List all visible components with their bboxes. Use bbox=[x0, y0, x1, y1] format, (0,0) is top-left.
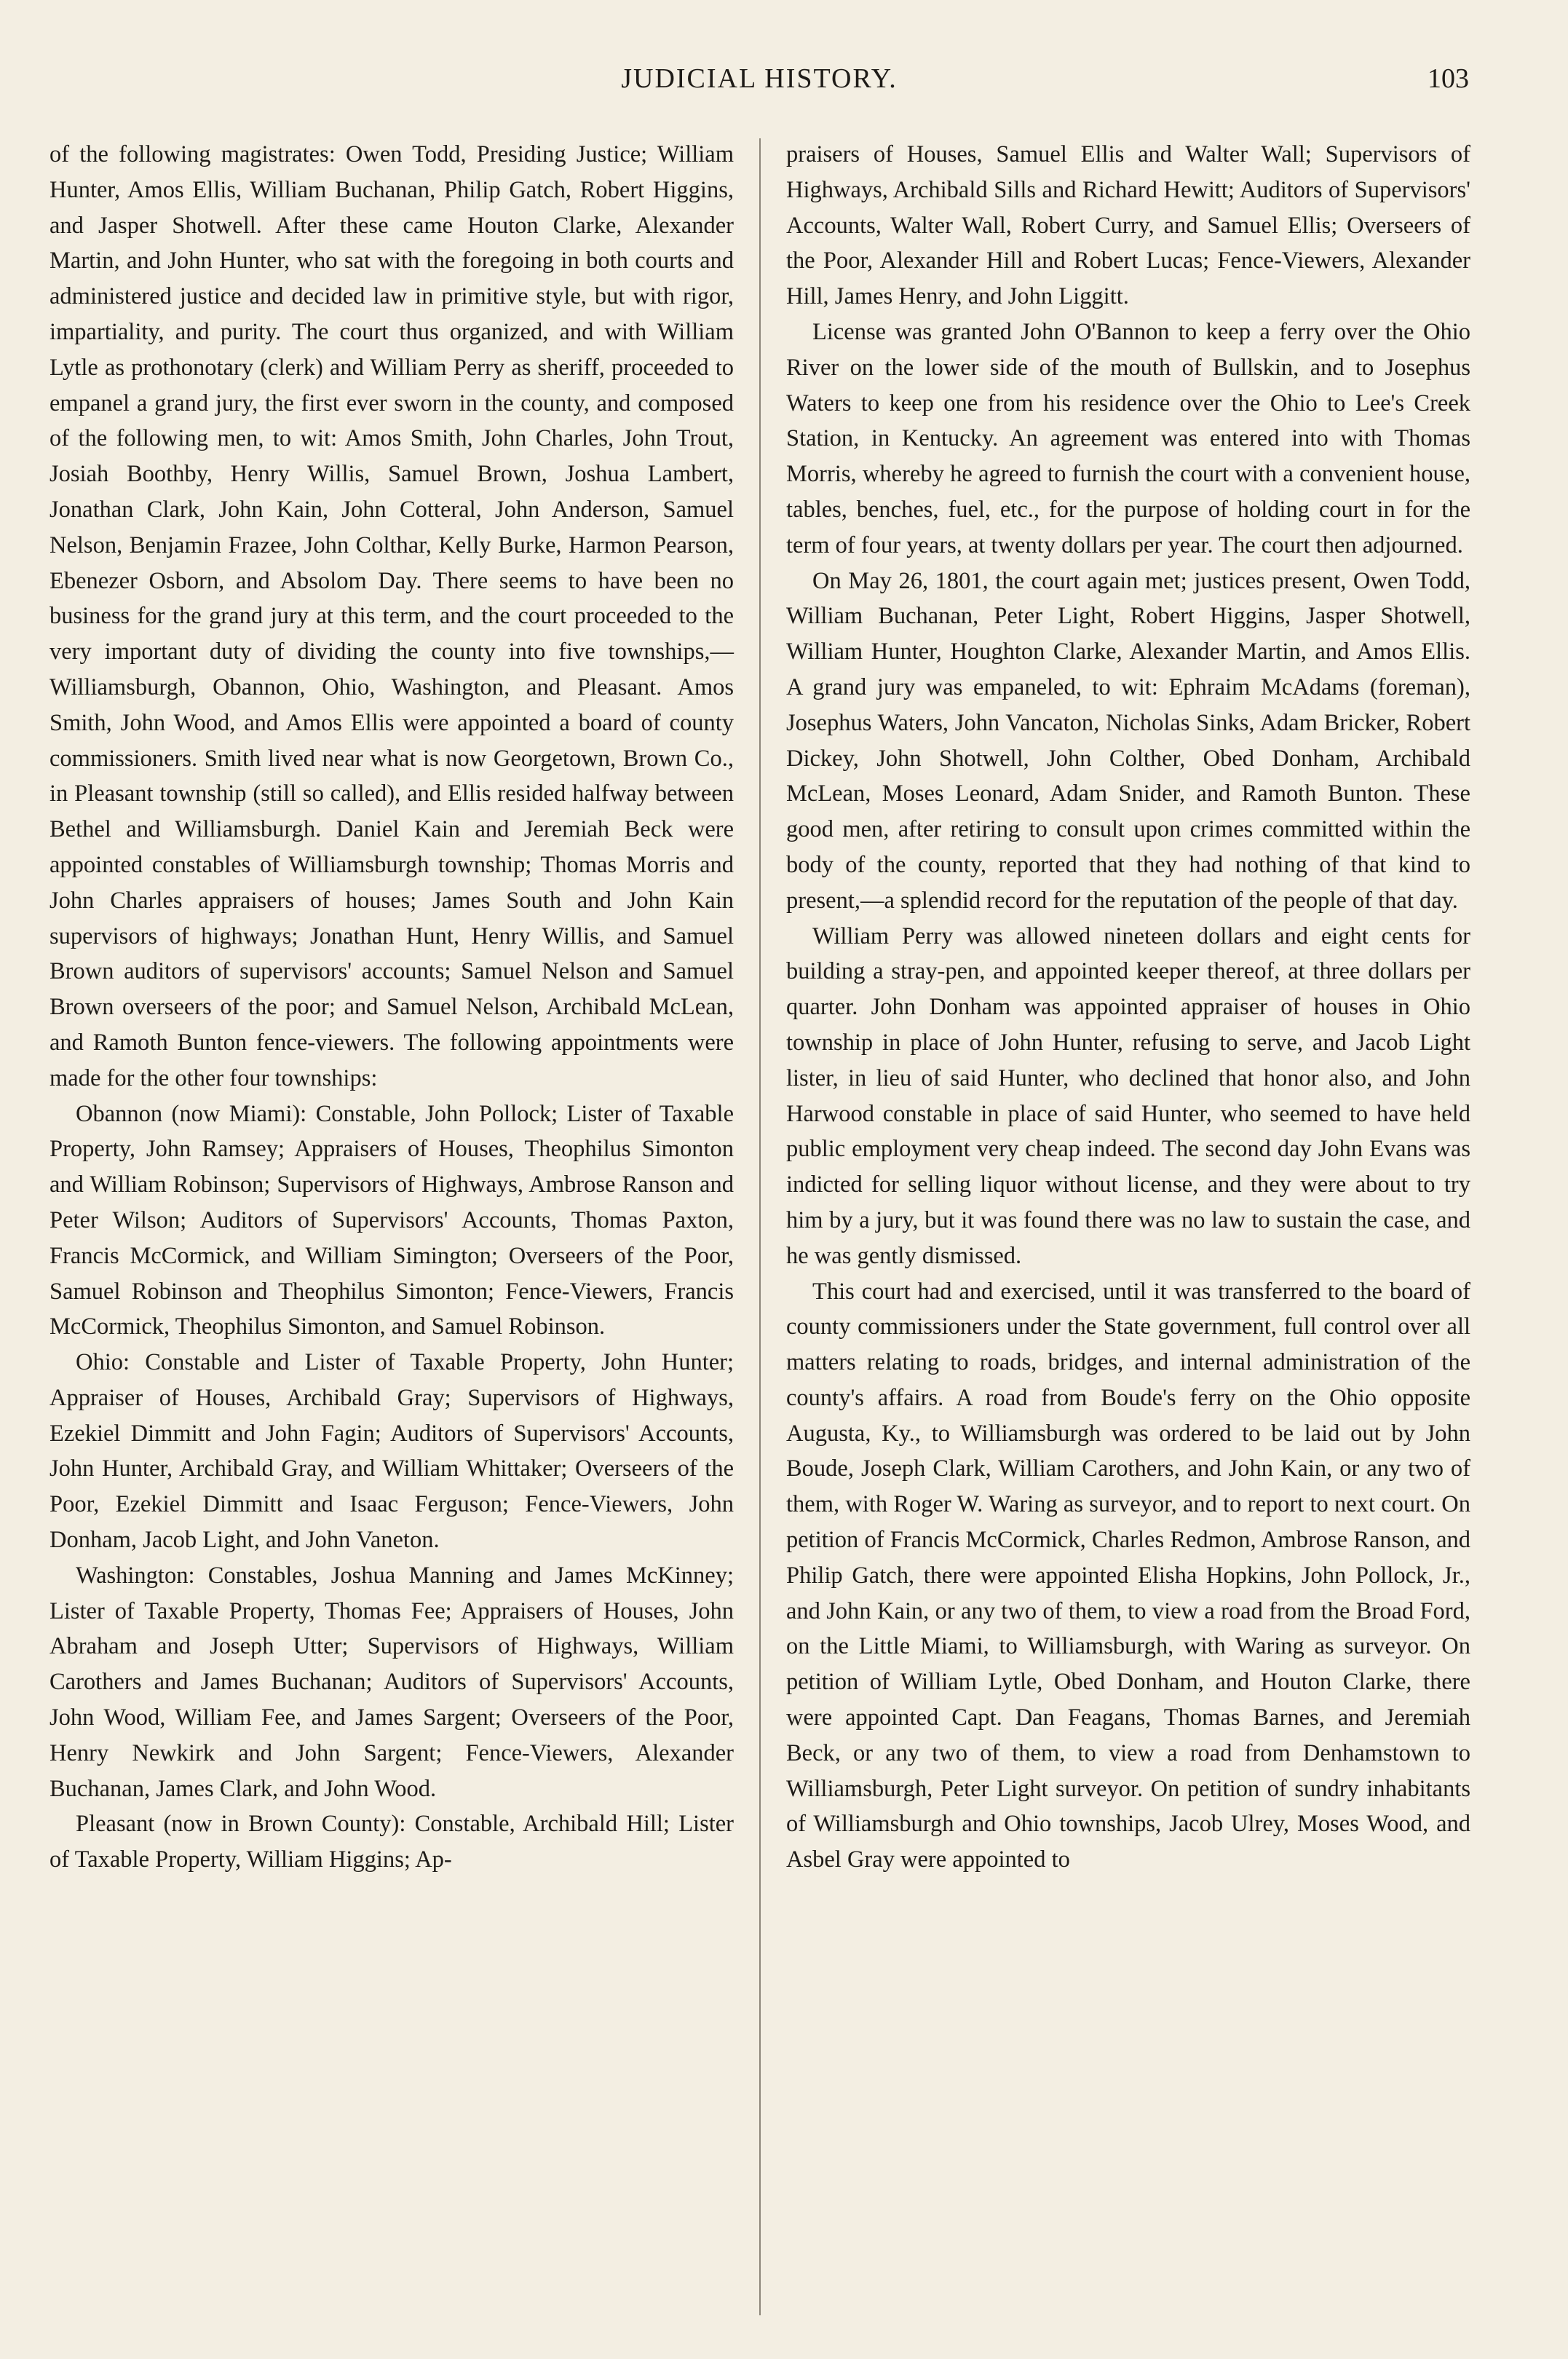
paragraph: Washington: Constables, Joshua Manning and James McKinney; Lister of Taxable Property, Thomas Fee; Appraisers of Houses, John Abraham and Joseph Utter; Supervisors of Highways, William Carothers and James Buchanan; Auditors of Supervisors' Accounts, John Wood, William Fee, and James Sargent; Overseers of the Poor, Henry Newkirk and John Sargent; Fence-Viewers, Alexander Buchanan, James Clark, and John Wood. bbox=[50, 1562, 734, 1802]
paragraph: William Perry was allowed nineteen dollars and eight cents for building a stray-pen, and appointed keeper thereof, at three dollars per quarter. John Donham was appointed appraiser of houses in Ohio township in place of John Hunter, refusing to serve, and Jacob Light lister, in lieu of said Hunter, who declined that honor also, and John Harwood constable in place of said Hunter, who seemed to have held public employment very cheap indeed. The second day John Evans was indicted for selling liquor without license, and they were about to try him by a jury, but it was found there was no law to sustain the case, and he was gently dismissed. bbox=[786, 922, 1470, 1269]
paragraph: License was granted John O'Bannon to keep a ferry over the Ohio River on the lower side of the mouth of Bullskin, and to Josephus Waters to keep one from his residence over the Ohio to Lee's Creek Station, in Kentucky. An agreement was entered into with Thomas Morris, whereby he agreed to furnish the court with a convenient house, tables, benches, fuel, etc., for the purpose of holding court in for the term of four years, at twenty dollars per year. The court then adjourned. bbox=[786, 318, 1470, 558]
left-column bbox=[50, 137, 734, 1878]
page-header bbox=[50, 60, 1469, 103]
right-column bbox=[786, 137, 1470, 1878]
paragraph: Ohio: Constable and Lister of Taxable Property, John Hunter; Appraiser of Houses, Archibald Gray; Supervisors of Highways, Ezekiel Dimmitt and John Fagin; Auditors of Supervisors' Accounts, John Hunter, Archibald Gray, and William Whittaker; Overseers of the Poor, Ezekiel Dimmitt and Isaac Ferguson; Fence-Viewers, John Donham, Jacob Light, and John Vaneton. bbox=[50, 1349, 734, 1554]
paragraph: praisers of Houses, Samuel Ellis and Walter Wall; Supervisors of Highways, Archibald Sills and Richard Hewitt; Auditors of Supervisors' Accounts, Walter Wall, Robert Curry, and Samuel Ellis; Overseers of the Poor, Alexander Hill and Robert Lucas; Fence-Viewers, Alexander Hill, James Henry, and John Liggitt. bbox=[786, 141, 1470, 310]
paragraph: Pleasant (now in Brown County): Constable, Archibald Hill; Lister of Taxable Property, William Higgins; Ap- bbox=[50, 1811, 734, 1873]
paragraph: Obannon (now Miami): Constable, John Pollock; Lister of Taxable Property, John Ramsey; Appraisers of Houses, Theophilus Simonton and William Robinson; Supervisors of Highways, Ambrose Ranson and Peter Wilson; Auditors of Supervisors' Accounts, Thomas Paxton, Francis McCormick, and William Simington; Overseers of the Poor, Samuel Robinson and Theophilus Simonton; Fence-Viewers, Francis McCormick, Theophilus Simonton, and Samuel Robinson. bbox=[50, 1100, 734, 1340]
paragraph: On May 26, 1801, the court again met; justices present, Owen Todd, William Buchanan, Peter Light, Robert Higgins, Jasper Shotwell, William Hunter, Houghton Clarke, Alexander Martin, and Amos Ellis. A grand jury was empaneled, to wit: Ephraim McAdams (foreman), Josephus Waters, John Vancaton, Nicholas Sinks, Adam Bricker, Robert Dickey, John Shotwell, John Colther, Obed Donham, Archibald McLean, Moses Leonard, Adam Snider, and Ramoth Bunton. These good men, after retiring to consult upon crimes committed within the body of the county, reported that they had nothing of that kind to present,—a splendid record for the reputation of the people of that day. bbox=[786, 567, 1470, 914]
page-number: 103 bbox=[1428, 63, 1469, 94]
running-head-title: JUDICIAL HISTORY. bbox=[621, 63, 898, 94]
paragraph: This court had and exercised, until it was transferred to the board of county commissioners under the State government, full control over all matters relating to roads, bridges, and internal administration of the county's affairs. A road from Boude's ferry on the Ohio opposite Augusta, Ky., to Williamsburgh was ordered to be laid out by John Boude, Joseph Clark, William Carothers, and John Kain, or any two of them, with Roger W. Waring as surveyor, and to report to next court. On petition of Francis McCormick, Charles Redmon, Ambrose Ranson, and Philip Gatch, there were appointed Elisha Hopkins, John Pollock, Jr., and John Kain, or any two of them, to view a road from the Broad Ford, on the Little Miami, to Williamsburgh, with Waring as surveyor. On petition of William Lytle, Obed Donham, and Houton Clarke, there were appointed Capt. Dan Feagans, Thomas Barnes, and Jeremiah Beck, or any two of them, to view a road from Denhamstown to Williamsburgh, Peter Light surveyor. On petition of sundry inhabitants of Williamsburgh and Ohio townships, Jacob Ulrey, Moses Wood, and Asbel Gray were appointed to bbox=[786, 1278, 1470, 1873]
paragraph: of the following magistrates: Owen Todd, Presiding Justice; William Hunter, Amos Ellis, William Buchanan, Philip Gatch, Robert Higgins, and Jasper Shotwell. After these came Houton Clarke, Alexander Martin, and John Hunter, who sat with the foregoing in both courts and administered justice and decided law in primitive style, but with rigor, impartiality, and purity. The court thus organized, and with William Lytle as prothonotary (clerk) and William Perry as sheriff, proceeded to empanel a grand jury, the first ever sworn in the county, and composed of the following men, to wit: Amos Smith, John Charles, John Trout, Josiah Boothby, Henry Willis, Samuel Brown, Joshua Lambert, Jonathan Clark, John Kain, John Cotteral, John Anderson, Samuel Nelson, Benjamin Frazee, John Colthar, Kelly Burke, Harmon Pearson, Ebenezer Osborn, and Absolom Day. There seems to have been no business for the grand jury at this term, and the court proceeded to the very important duty of dividing the county into five townships,— Williamsburgh, Obannon, Ohio, Washington, and Pleasant. Amos Smith, John Wood, and Amos Ellis were appointed a board of county commissioners. Smith lived near what is now Georgetown, Brown Co., in Pleasant township (still so called), and Ellis resided halfway between Bethel and Williamsburgh. Daniel Kain and Jeremiah Beck were appointed constables of Williamsburgh township; Thomas Morris and John Charles appraisers of houses; James South and John Kain supervisors of highways; Jonathan Hunt, Henry Willis, and Samuel Brown auditors of supervisors' accounts; Samuel Nelson and Samuel Brown overseers of the poor; and Samuel Nelson, Archibald McLean, and Ramoth Bunton fence-viewers. The following appointments were made for the other four townships: bbox=[50, 141, 734, 1091]
column-divider bbox=[759, 138, 761, 2315]
